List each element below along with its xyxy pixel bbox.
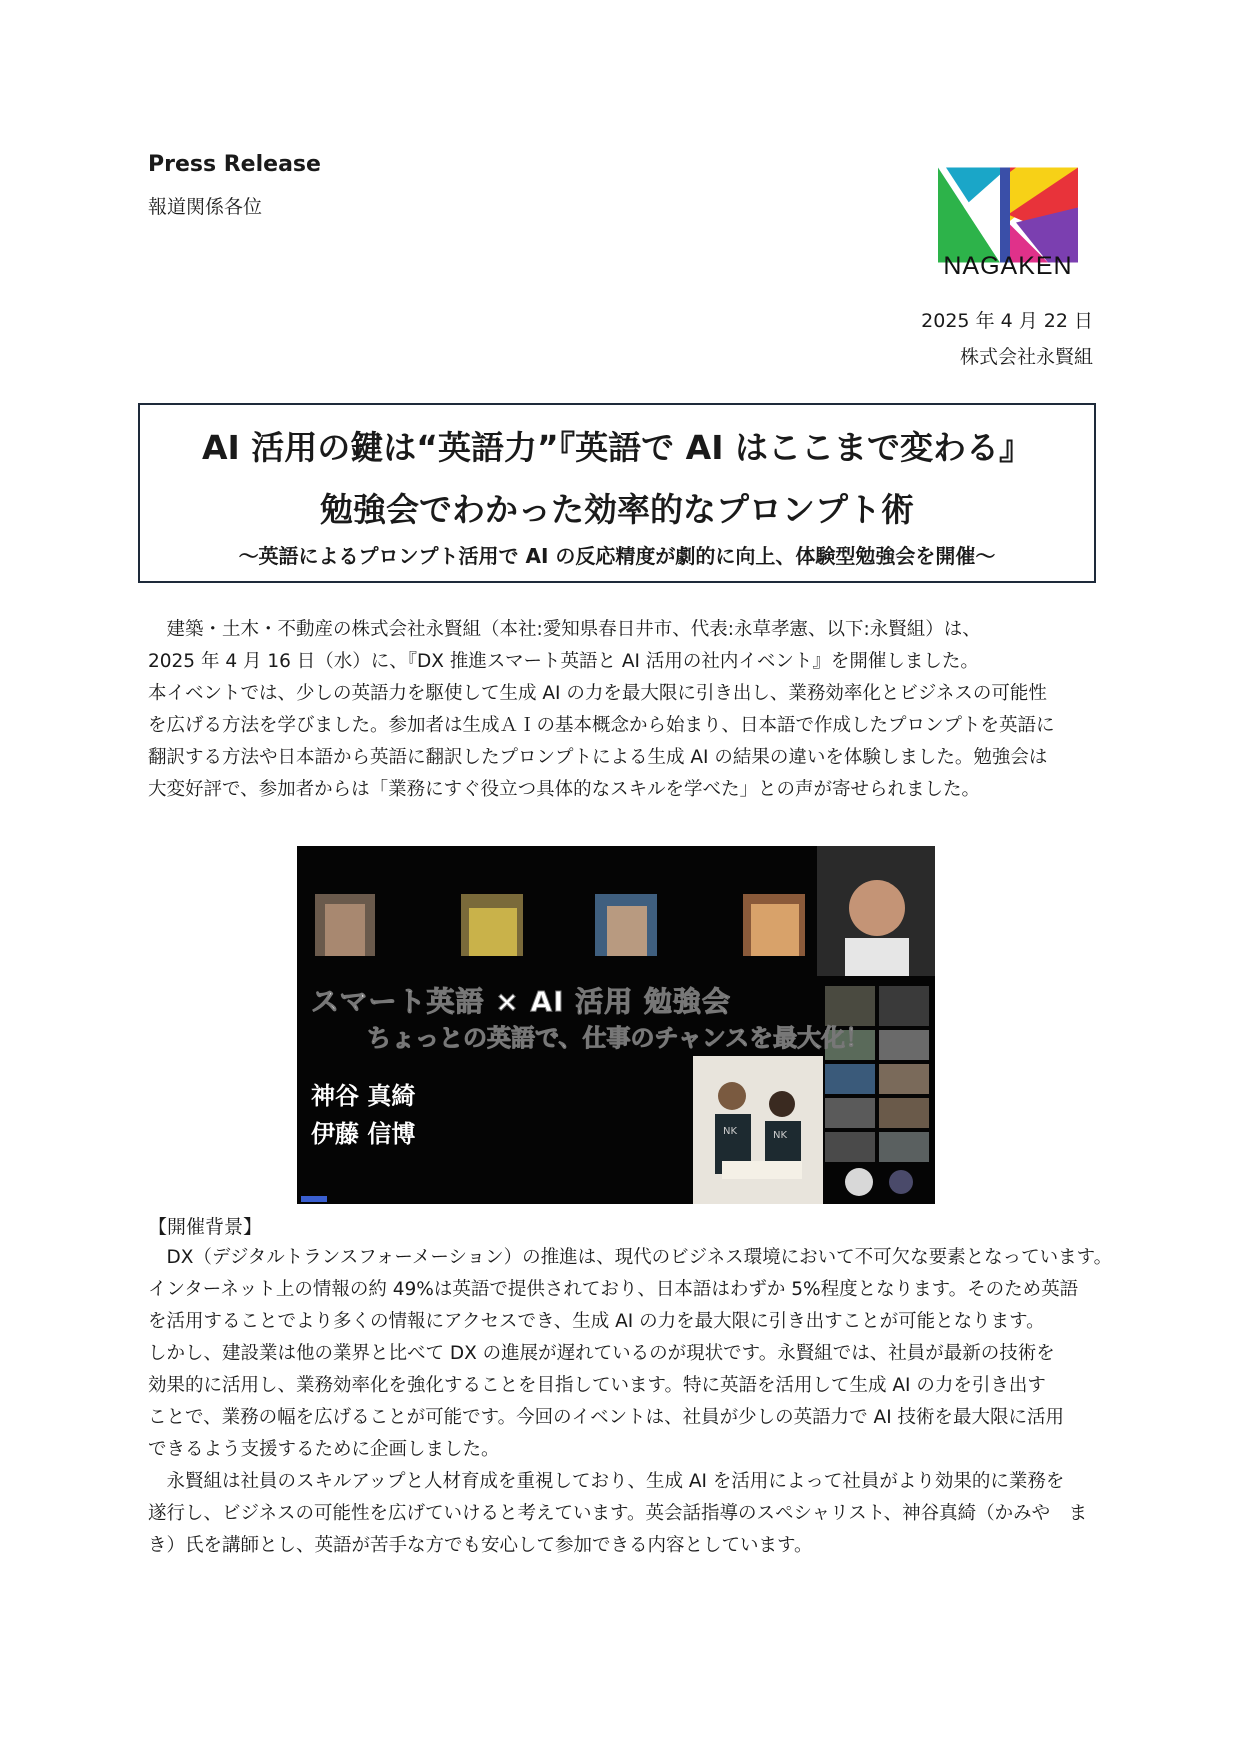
section-heading-background: 【開催背景】 xyxy=(148,1216,263,1238)
background-line: き）氏を講師とし、英語が苦手な方でも安心して参加できる内容としています。 xyxy=(148,1535,813,1556)
intro-line: 大変好評で、参加者からは「業務にすぐ役立つ具体的なスキルを学べた」との声が寄せられました。 xyxy=(148,779,980,800)
background-line: 永賢組は社員のスキルアップと人材育成を重視しており、生成 AI を活用によって社員がより効果的に業務を xyxy=(148,1471,1065,1492)
background-line: ことで、業務の幅を広げることが可能です。今回のイベントは、社員が少しの英語力で AI 技術を最大限に活用 xyxy=(148,1407,1065,1428)
press-release-label: Press Release xyxy=(148,152,321,177)
logo-wordmark: NAGAKEN xyxy=(943,252,1073,280)
headline-line2: 勉強会でわかった効率的なプロンプト術 xyxy=(320,490,914,529)
intro-line: 建築・土木・不動産の株式会社永賢組（本社:愛知県春日井市、代表:永草孝憲、以下:永賢組）は、 xyxy=(148,619,981,640)
background-line: しかし、建設業は他の業界と比べて DX の進展が遅れているのが現状です。永賢組では、社員が最新の技術を xyxy=(148,1343,1055,1364)
slide-title: スマート英語 × AI 活用 勉強会 xyxy=(311,985,731,1018)
presenter-name-2: 伊藤 信博 xyxy=(311,1120,416,1148)
presenter-name-1: 神谷 真綺 xyxy=(311,1082,416,1110)
intro-line: 2025 年 4 月 16 日（水）に、『DX 推進スマート英語と AI 活用の社内イベント』を開催しました。 xyxy=(148,651,979,672)
background-line: 効果的に活用し、業務効率化を強化することを目指しています。特に英語を活用して生成 AI の力を引き出す xyxy=(148,1375,1046,1396)
book-tag-left: NK xyxy=(723,1126,738,1137)
background-line: を活用することでより多くの情報にアクセスでき、生成 AI の力を最大限に引き出すことが可能となります。 xyxy=(148,1311,1045,1332)
intro-line: を広げる方法を学びました。参加者は生成ＡＩの基本概念から始まり、日本語で作成したプロンプトを英語に xyxy=(148,715,1055,736)
background-line: DX（デジタルトランスフォーメーション）の推進は、現代のビジネス環境において不可欠な要素となっています。 xyxy=(148,1247,1113,1268)
event-screenshot-photo xyxy=(297,846,935,1204)
intro-line: 本イベントでは、少しの英語力を駆使して生成 AI の力を最大限に引き出し、業務効率化とビジネスの可能性 xyxy=(148,683,1047,704)
background-paragraph xyxy=(148,1242,1113,1562)
company-name: 株式会社永賢組 xyxy=(959,346,1093,368)
intro-line: 翻訳する方法や日本語から英語に翻訳したプロンプトによる生成 AI の結果の違いを体験しました。勉強会は xyxy=(148,747,1048,768)
headline-line1: AI 活用の鍵は“英語力”『英語で AI はここまで変わる』 xyxy=(202,428,1032,467)
intro-paragraph xyxy=(148,614,1108,806)
background-line: インターネット上の情報の約 49%は英語で提供されており、日本語はわずか 5%程度となります。そのため英語 xyxy=(148,1279,1079,1300)
slide-subtitle: ちょっとの英語で、仕事のチャンスを最大化！ xyxy=(367,1024,870,1052)
release-date: 2025 年 4 月 22 日 xyxy=(921,310,1093,332)
background-line: できるよう支援するために企画しました。 xyxy=(148,1439,500,1460)
book-tag-right: NK xyxy=(773,1130,788,1141)
recipients-label: 報道関係各位 xyxy=(148,196,263,218)
background-line: 遂行し、ビジネスの可能性を広げていけると考えています。英会話指導のスペシャリスト、神谷真綺（かみや ま xyxy=(148,1503,1088,1524)
headline-subtitle: 〜英語によるプロンプト活用で AI の反応精度が劇的に向上、体験型勉強会を開催〜 xyxy=(238,544,996,568)
